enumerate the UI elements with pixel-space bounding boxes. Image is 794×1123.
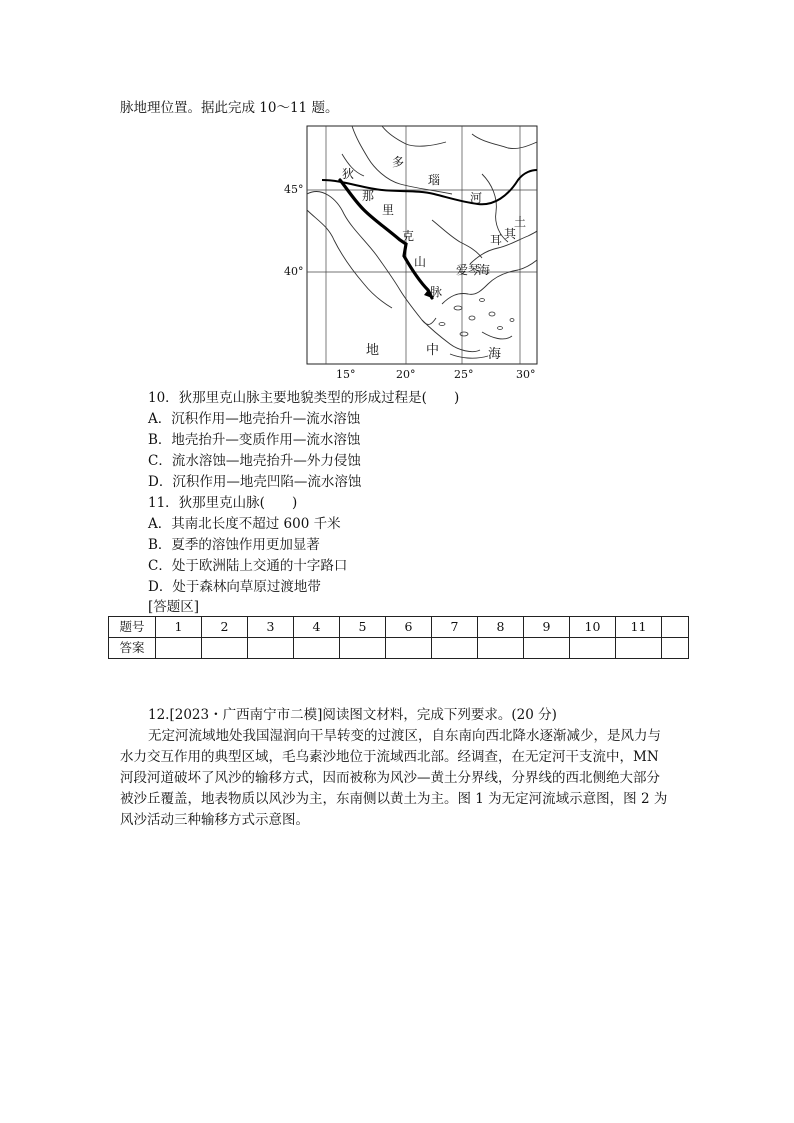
lon-label-20: 20°	[396, 368, 416, 381]
q11-option-b: B．夏季的溶蚀作用更加显著	[148, 537, 320, 553]
answer-cell[interactable]	[156, 638, 202, 659]
question-number-cell: 6	[386, 617, 432, 638]
question-number-cell: 7	[432, 617, 478, 638]
map-label-mai: 脉	[430, 285, 443, 299]
question-number-cell: 3	[248, 617, 294, 638]
question-number-cell: 11	[616, 617, 662, 638]
lat-label-45: 45°	[284, 183, 304, 196]
answer-area-title: [答题区]	[148, 599, 200, 615]
map-label-tu: 土	[514, 215, 527, 229]
question-number-cell: 2	[202, 617, 248, 638]
dinaric-map-figure	[282, 124, 552, 386]
question-number-cell: 5	[340, 617, 386, 638]
answer-table-answer-row	[109, 638, 689, 659]
q12-paragraph-line: 无定河流域地处我国湿润向干旱转变的过渡区，自东南向西北降水逐渐减少，是风力与	[148, 728, 661, 744]
answer-cell[interactable]	[248, 638, 294, 659]
map-label-qin: 琴	[468, 263, 481, 277]
question-number-cell: 4	[294, 617, 340, 638]
q10-option-c: C．流水溶蚀—地壳抬升—外力侵蚀	[148, 453, 361, 469]
dinaric-mountain-line	[340, 180, 432, 298]
answer-cell[interactable]	[386, 638, 432, 659]
q11-option-c: C．处于欧洲陆上交通的十字路口	[148, 558, 348, 574]
q11-option-d: D．处于森林向草原过渡地带	[148, 579, 321, 595]
map-label-shan: 山	[414, 255, 427, 269]
map-label-duo: 多	[392, 155, 405, 169]
question-12-header: 12.[2023・广西南宁市二模]阅读图文材料，完成下列要求。(20 分)	[148, 707, 557, 723]
question-number-cell	[662, 617, 689, 638]
question-number-cell: 8	[478, 617, 524, 638]
lon-label-30: 30°	[516, 368, 536, 381]
map-label-ai: 爱	[456, 263, 469, 277]
answer-cell[interactable]	[662, 638, 689, 659]
answer-cell[interactable]	[478, 638, 524, 659]
map-label-hai: 海	[478, 263, 491, 277]
lat-label-40: 40°	[284, 265, 304, 278]
answer-cell[interactable]	[340, 638, 386, 659]
row-label-number: 题号	[109, 617, 156, 638]
q12-paragraph-line: 被沙丘覆盖，地表物质以风沙为主，东南侧以黄土为主。图 1 为无定河流域示意图，图 2 为	[120, 791, 668, 807]
map-label-he: 河	[470, 191, 483, 205]
q12-paragraph-line: 风沙活动三种输移方式示意图。	[120, 812, 309, 828]
question-number-cell: 10	[570, 617, 616, 638]
q12-paragraph-line: 水力交互作用的典型区域，毛乌素沙地位于流域西北部。经调查，在无定河干支流中，MN	[120, 749, 659, 765]
map-coastlines	[307, 126, 537, 358]
q10-option-d: D．沉积作用—地壳凹陷—流水溶蚀	[148, 474, 362, 490]
answer-cell[interactable]	[432, 638, 478, 659]
map-label-na: 那	[362, 189, 375, 203]
map-label-sea-zhong: 中	[426, 343, 440, 358]
map-label-er: 耳	[490, 233, 503, 247]
question-10-stem: 10．狄那里克山脉主要地貌类型的形成过程是( )	[148, 390, 460, 406]
map-label-sea-hai: 海	[488, 347, 502, 362]
q10-option-a: A．沉积作用—地壳抬升—流水溶蚀	[148, 411, 361, 427]
lon-label-15: 15°	[336, 368, 356, 381]
lon-label-25: 25°	[454, 368, 474, 381]
question-11-stem: 11．狄那里克山脉( )	[148, 495, 298, 511]
map-label-ke: 克	[402, 229, 415, 243]
answer-table	[108, 616, 689, 659]
answer-cell[interactable]	[524, 638, 570, 659]
map-label-sea-di: 地	[366, 343, 380, 358]
map-islands	[439, 299, 514, 337]
map-label-nao: 瑙	[428, 173, 441, 187]
answer-cell[interactable]	[294, 638, 340, 659]
answer-table-number-row	[109, 617, 689, 638]
map-label-di: 狄	[342, 167, 355, 181]
intro-line: 脉地理位置。据此完成 10～11 题。	[120, 100, 339, 116]
map-label-ji: 其	[504, 227, 517, 241]
q12-paragraph-line: 河段河道破坏了风沙的输移方式，因而被称为风沙—黄土分界线，分界线的西北侧绝大部分	[120, 770, 660, 786]
q10-option-b: B．地壳抬升—变质作用—流水溶蚀	[148, 432, 361, 448]
q11-option-a: A．其南北长度不超过 600 千米	[148, 516, 341, 532]
answer-cell[interactable]	[616, 638, 662, 659]
question-number-cell: 1	[156, 617, 202, 638]
map-label-li: 里	[382, 203, 395, 217]
question-number-cell: 9	[524, 617, 570, 638]
answer-cell[interactable]	[202, 638, 248, 659]
answer-cell[interactable]	[570, 638, 616, 659]
row-label-answer: 答案	[109, 638, 156, 659]
